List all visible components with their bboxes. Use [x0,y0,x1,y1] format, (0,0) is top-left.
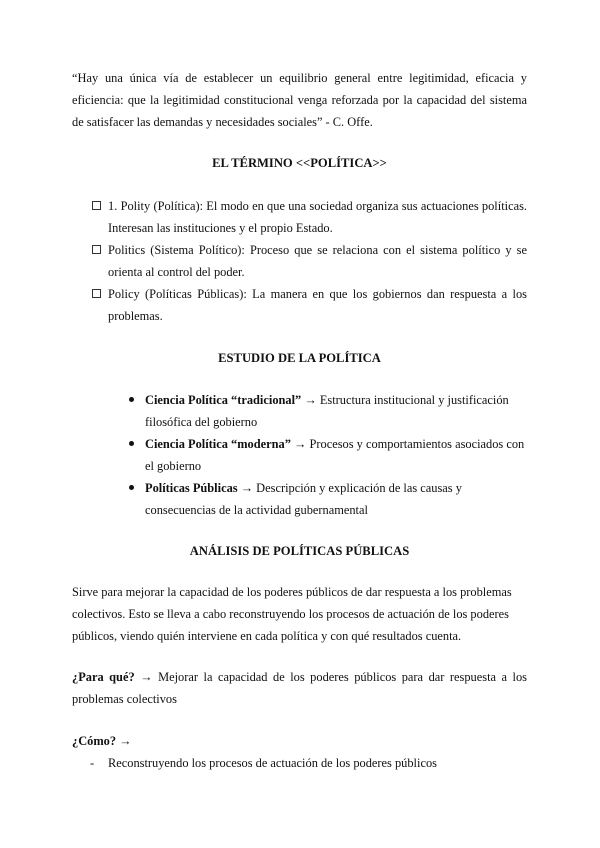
heading-analisis-politicas: ANÁLISIS DE POLÍTICAS PÚBLICAS [189,544,410,558]
list-item-politics: Politics (Sistema Político): Proceso que se relaciona con el sistema político y se orienta al control del poder. [92,239,527,283]
bullet-icon [129,485,134,490]
list-item: - Reconstruyendo los procesos de actuación de los poderes públicos [90,752,527,774]
politica-term-list [72,195,527,327]
list-item-politicas-publicas: Políticas Públicas → Descripción y explicación de las causas y consecuencias de la actividad gubernamental [129,477,527,521]
checkbox-icon [92,245,101,254]
como-heading: ¿Cómo? → [72,734,132,748]
bullet-icon [129,397,134,402]
analisis-paragraph: Sirve para mejorar la capacidad de los poderes públicos de dar respuesta a los problemas colectivos. Esto se lleva a cabo reconstruyendo los procesos de actuación de los poderes públicos, viendo quién interviene en cada política y con qué resultados cuenta. [72,585,512,643]
para-que-paragraph: ¿Para qué? → Mejorar la capacidad de los poderes públicos para dar respuesta a los problemas colectivos [72,670,527,706]
heading-termino-politica: EL TÉRMINO <<POLÍTICA>> [212,156,387,170]
list-item-tradicional: Ciencia Política “tradicional” → Estructura institucional y justificación filosófica del gobierno [129,389,527,433]
list-item-polity: 1. Polity (Política): El modo en que una sociedad organiza sus actuaciones políticas. Interesan las instituciones y el propio Estado. [92,195,527,239]
offe-quote: “Hay una única vía de establecer un equilibrio general entre legitimidad, eficacia y eficiencia: que la legitimidad constitucional venga reforzada por la capacidad del sistema de satisfacer las demandas y necesidades sociales” - C. Offe. [72,71,527,129]
checkbox-icon [92,201,101,210]
heading-estudio-politica: ESTUDIO DE LA POLÍTICA [218,351,381,365]
checkbox-icon [92,289,101,298]
como-label: ¿Cómo? [72,734,117,748]
como-list [72,752,527,774]
bullet-icon [129,441,134,446]
para-que-label: ¿Para qué? [72,670,135,684]
estudio-list [72,389,527,521]
list-item-moderna: Ciencia Política “moderna” → Procesos y comportamientos asociados con el gobierno [129,433,527,477]
document-page [72,67,527,774]
list-item-policy: Policy (Políticas Públicas): La manera en que los gobiernos dan respuesta a los problemas. [92,283,527,327]
dash-icon: - [90,756,95,770]
